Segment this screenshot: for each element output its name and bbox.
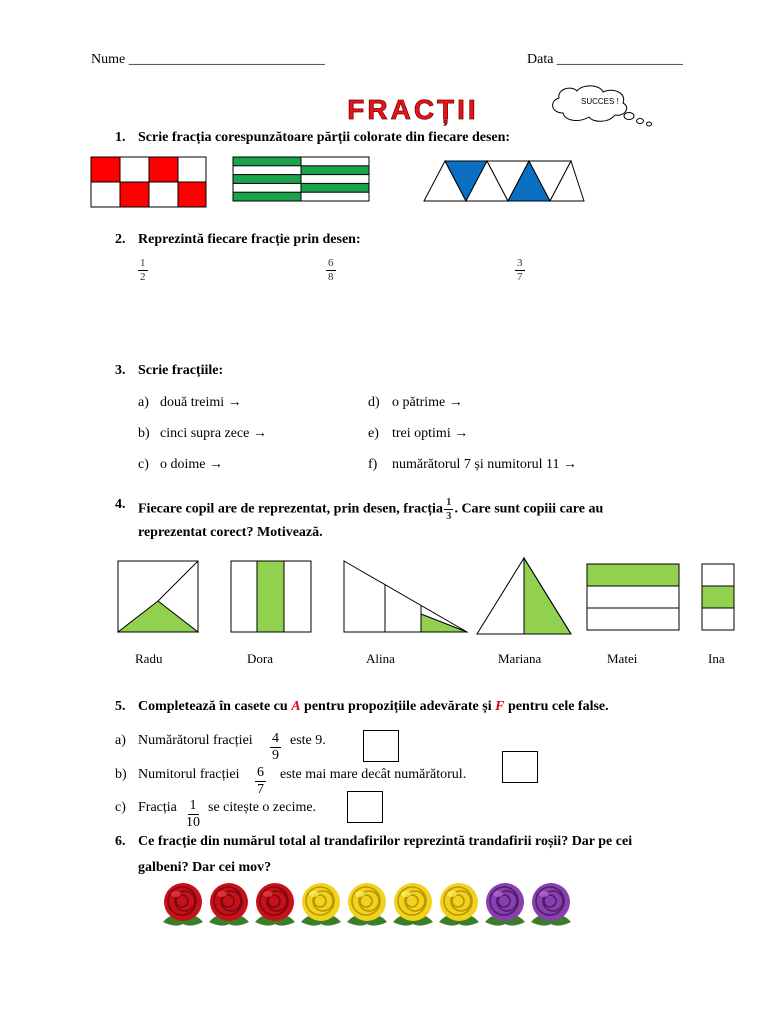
ina-drawing [701,563,736,632]
ex6-text-line2: galbeni? Dar cei mov? [138,860,272,875]
ex5-item-letter: c) [115,800,126,815]
ex3-item-text: trei optimi → [392,426,469,441]
ex5-item-text-before: Fracția [138,800,177,815]
ex3-item-letter: b) [138,426,150,441]
ex4-number: 4. [115,497,126,512]
true-letter: A [291,699,301,714]
purple-rose-icon [531,883,571,926]
child-name: Matei [607,651,638,666]
dora-drawing [230,560,312,634]
success-thought-cloud [543,83,663,128]
ex5-item-text-after: se citește o zecime. [208,800,317,815]
purple-rose-icon [485,883,525,926]
ex3-item-text: o doime → [160,457,223,472]
child-name: Mariana [498,651,542,666]
ex3-number: 3. [115,363,126,378]
ex3-item-text: cinci supra zece → [160,426,267,441]
ex5-item-text-after: este mai mare decât numărătorul. [280,767,467,782]
roses-row [160,880,600,928]
date-field-label: Data __________________ [527,52,683,67]
mariana-drawing [475,556,573,636]
ex2-fraction: $\frac{3}{7}$ [517,257,523,283]
child-name: Alina [366,651,395,666]
ex6-number: 6. [115,834,126,849]
ex2-text: Reprezintă fiecare fracție prin desen: [138,232,361,247]
ex3-text: Scrie fracțiile: [138,363,224,378]
title-text: FRACȚII [347,94,479,125]
ex5-item-text-before: Numărătorul fracției [138,733,253,748]
answer-box-a[interactable] [363,730,399,762]
ex3-item-letter: a) [138,395,149,410]
triangles-strip-drawing [420,159,588,203]
ex3-item-text: două treimi → [160,395,242,410]
ex2-number: 2. [115,232,126,247]
ex2-fraction: $\frac{6}{8}$ [328,257,334,283]
ex5-item-letter: a) [115,733,126,748]
ex1-number: 1. [115,130,126,145]
striped-rectangle-drawing [232,156,370,202]
ex5-fraction: $\frac{6}{7}$ [257,765,264,797]
child-name: Radu [135,651,163,666]
name-field-label: Nume ____________________________ [91,52,325,67]
ex3-item-letter: f) [368,457,378,472]
ex5-fraction: $\frac{4}{9}$ [272,731,279,763]
ex3-item-letter: e) [368,426,379,441]
ex5-fraction: $\frac{1}{10}$ [186,798,200,830]
alina-drawing [343,560,469,634]
ex2-fraction: $\frac{1}{2}$ [140,257,146,283]
ex5-number: 5. [115,699,126,714]
ex3-item-text: o pătrime → [392,395,463,410]
yellow-rose-icon [347,883,387,926]
ex5-item-text-after: este 9. [290,733,326,748]
ex1-text: Scrie fracția corespunzătoare părții colorate din fiecare desen: [138,130,511,145]
red-rose-icon [163,883,203,926]
worksheet-title [318,92,508,126]
checkered-grid-drawing [90,156,208,208]
ex3-item-text: numărătorul 7 și numitorul 11 → [392,457,577,472]
yellow-rose-icon [439,883,479,926]
ex4-fraction: $\frac{1}{3}$ [445,496,452,522]
child-name: Ina [708,651,725,666]
matei-drawing [586,563,681,632]
answer-box-c[interactable] [347,791,383,823]
red-rose-icon [255,883,295,926]
false-letter: F [495,699,505,714]
ex4-text-line2: reprezentat corect? Motivează. [138,525,323,540]
red-rose-icon [209,883,249,926]
ex3-item-letter: c) [138,457,149,472]
ex5-item-letter: b) [115,767,127,782]
ex6-text-line1: Ce fracție din numărul total al trandafirilor reprezintă trandafirii roșii? Dar pe cei [138,834,633,849]
ex5-item-text-before: Numitorul fracției [138,767,240,782]
answer-box-b[interactable] [502,751,538,783]
ex3-item-letter: d) [368,395,380,410]
radu-drawing [117,560,199,634]
cloud-text: SUCCES ! [581,97,619,106]
ex5-text: Completează în casete cu A pentru propozițiile adevărate și F pentru cele false. [138,699,609,714]
ex4-text-line1: Fiecare copil are de reprezentat, prin desen, fracția $\frac{1}{3}$ . Care sunt copiii care au [138,496,604,522]
yellow-rose-icon [301,883,341,926]
yellow-rose-icon [393,883,433,926]
child-name: Dora [247,651,273,666]
